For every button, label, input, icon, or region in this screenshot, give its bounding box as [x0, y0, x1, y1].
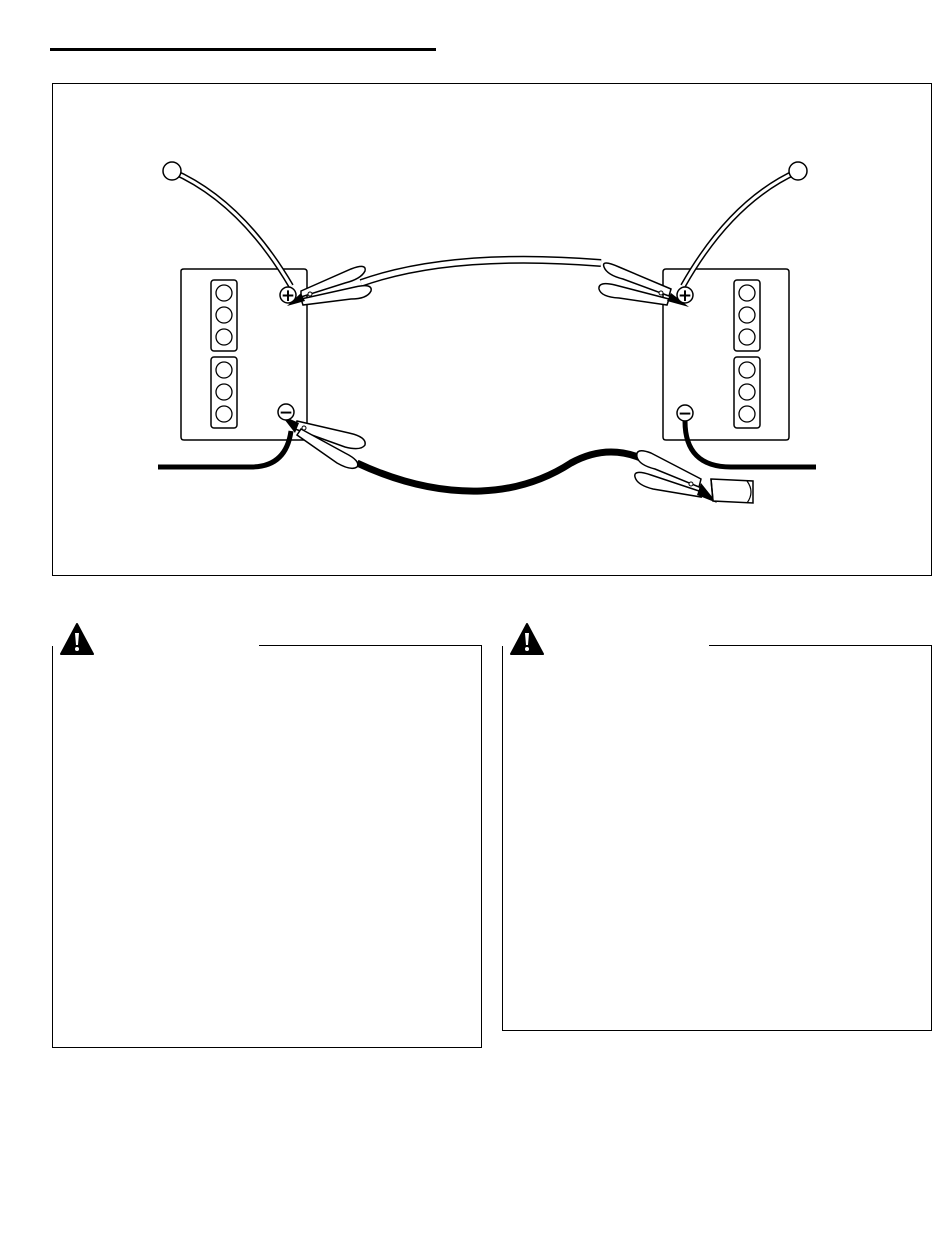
caution-box-left — [52, 646, 482, 1048]
left-negative-clamp — [281, 415, 365, 468]
negative-jumper-cable — [357, 452, 651, 491]
engine-ground-point — [711, 479, 753, 503]
left-positive-lead — [163, 162, 291, 286]
caution-box-right — [502, 646, 932, 1031]
positive-jumper-cable — [361, 260, 601, 283]
right-negative-symbol: − — [677, 404, 693, 424]
jump-start-diagram-frame — [52, 83, 932, 576]
warning-triangle-icon — [59, 622, 95, 656]
caution-top-rule — [709, 645, 932, 646]
warning-triangle-icon — [509, 622, 545, 656]
caution-top-rule — [259, 645, 482, 646]
right-positive-lead — [683, 162, 807, 286]
left-negative-symbol: − — [278, 403, 294, 423]
left-positive-symbol: + — [280, 286, 296, 306]
jump-start-diagram — [1, 1, 950, 621]
right-positive-symbol: + — [677, 286, 693, 306]
